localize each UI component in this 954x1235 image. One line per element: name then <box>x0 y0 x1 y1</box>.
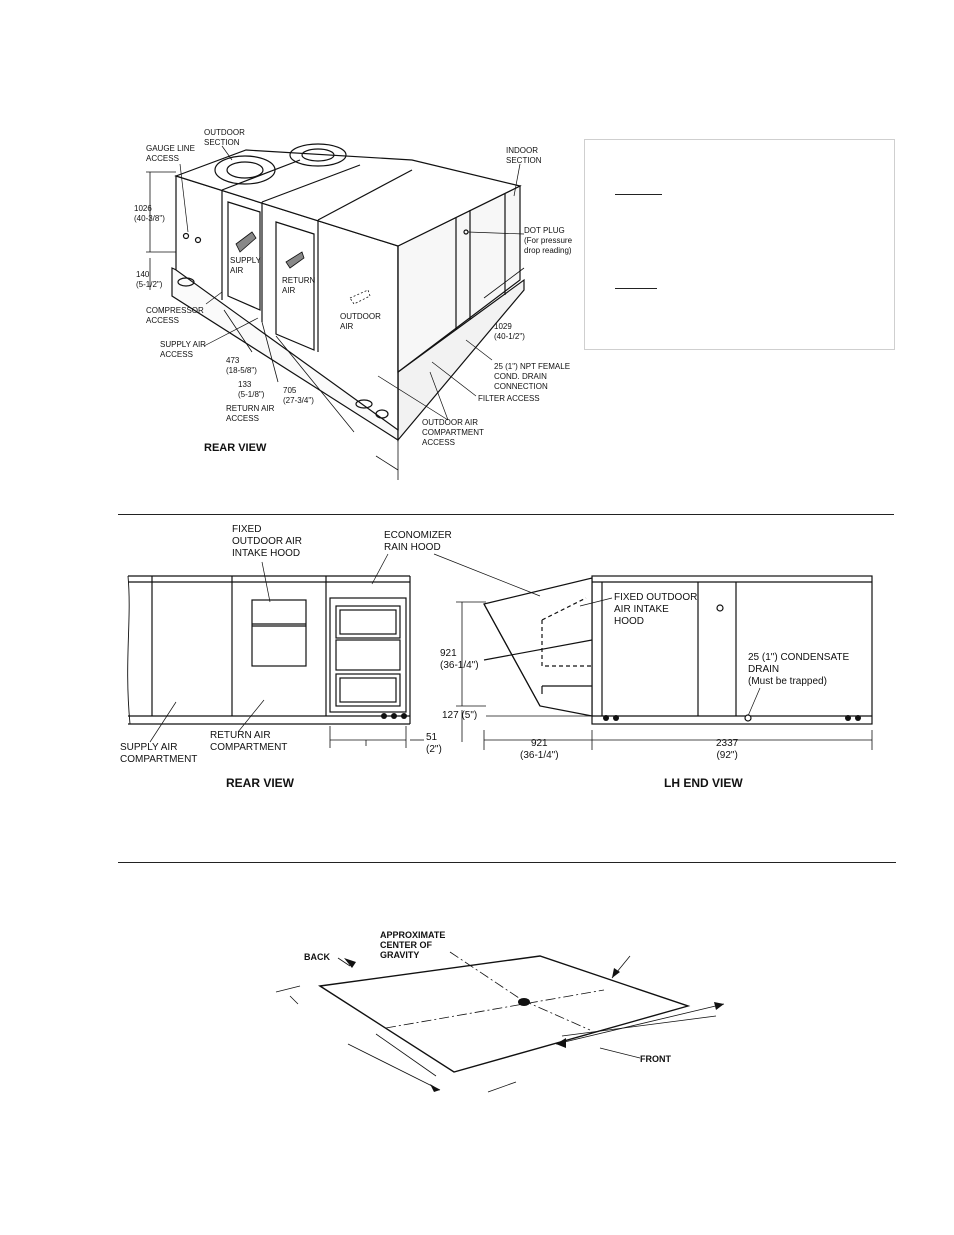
gauge-line-access-label: GAUGE LINE ACCESS <box>146 144 195 163</box>
condensate-drain-label: 25 (1") CONDENSATE DRAIN (Must be trapped) <box>748 652 850 687</box>
outdoor-section-label: OUTDOOR SECTION <box>204 128 245 147</box>
outdoor-air-compartment-access-label: OUTDOOR AIR COMPARTMENT ACCESS <box>422 418 484 447</box>
dimension-51-label: 51 (2") <box>426 732 442 755</box>
indoor-section-label: INDOOR SECTION <box>506 146 542 165</box>
drain-connection-label: 25 (1") NPT FEMALE COND. DRAIN CONNECTION <box>494 362 571 391</box>
return-air-access-label: RETURN AIR ACCESS <box>226 404 275 423</box>
lh-end-view-title: LH END VIEW <box>664 776 743 790</box>
middle-rear-view-title: REAR VIEW <box>226 776 295 790</box>
dimension-705-label: 705 (27-3/4") <box>283 386 314 405</box>
dimension-127-label: 127 (5") <box>442 710 478 721</box>
dimension-1029-label: 1029 (40-1/2") <box>494 322 525 341</box>
dot-plug-label: DOT PLUG (For pressure drop reading) <box>524 226 573 255</box>
outdoor-air-label: OUTDOOR AIR <box>340 312 381 331</box>
dimension-2337-label: 2337 (92") <box>716 738 739 761</box>
filter-access-label: FILTER ACCESS <box>478 394 540 403</box>
base-dimension-label: 140 (5-1/2") <box>136 270 163 289</box>
fixed-outdoor-air-intake-hood-label: FIXED OUTDOOR AIR INTAKE HOOD <box>232 524 303 559</box>
dimension-921-horizontal-label: 921 (36-1/4") <box>520 738 559 761</box>
height-dimension-label: 1026 (40-3/8") <box>134 204 165 223</box>
compressor-access-label: COMPRESSOR ACCESS <box>146 306 204 325</box>
dimension-921-vertical-label: 921 (36-1/4") <box>440 648 479 671</box>
economizer-rain-hood-label: ECONOMIZER RAIN HOOD <box>384 530 452 553</box>
front-label: FRONT <box>640 1054 671 1064</box>
fixed-outdoor-air-intake-hood-end-label: FIXED OUTDOOR AIR INTAKE HOOD <box>614 592 698 627</box>
supply-air-label: SUPPLY AIR <box>230 256 261 275</box>
dimension-473-label: 473 (18-5/8") <box>226 356 257 375</box>
back-label: BACK <box>304 952 330 962</box>
supply-air-compartment-label: SUPPLY AIR COMPARTMENT <box>120 742 198 765</box>
return-air-label: RETURN AIR <box>282 276 316 295</box>
supply-air-access-label: SUPPLY AIR ACCESS <box>160 340 206 359</box>
top-rear-view-title: REAR VIEW <box>204 442 267 454</box>
dimension-133-label: 133 (5-1/8") <box>238 380 265 399</box>
center-of-gravity-label: APPROXIMATE CENTER OF GRAVITY <box>380 930 446 960</box>
return-air-compartment-label: RETURN AIR COMPARTMENT <box>210 730 288 753</box>
